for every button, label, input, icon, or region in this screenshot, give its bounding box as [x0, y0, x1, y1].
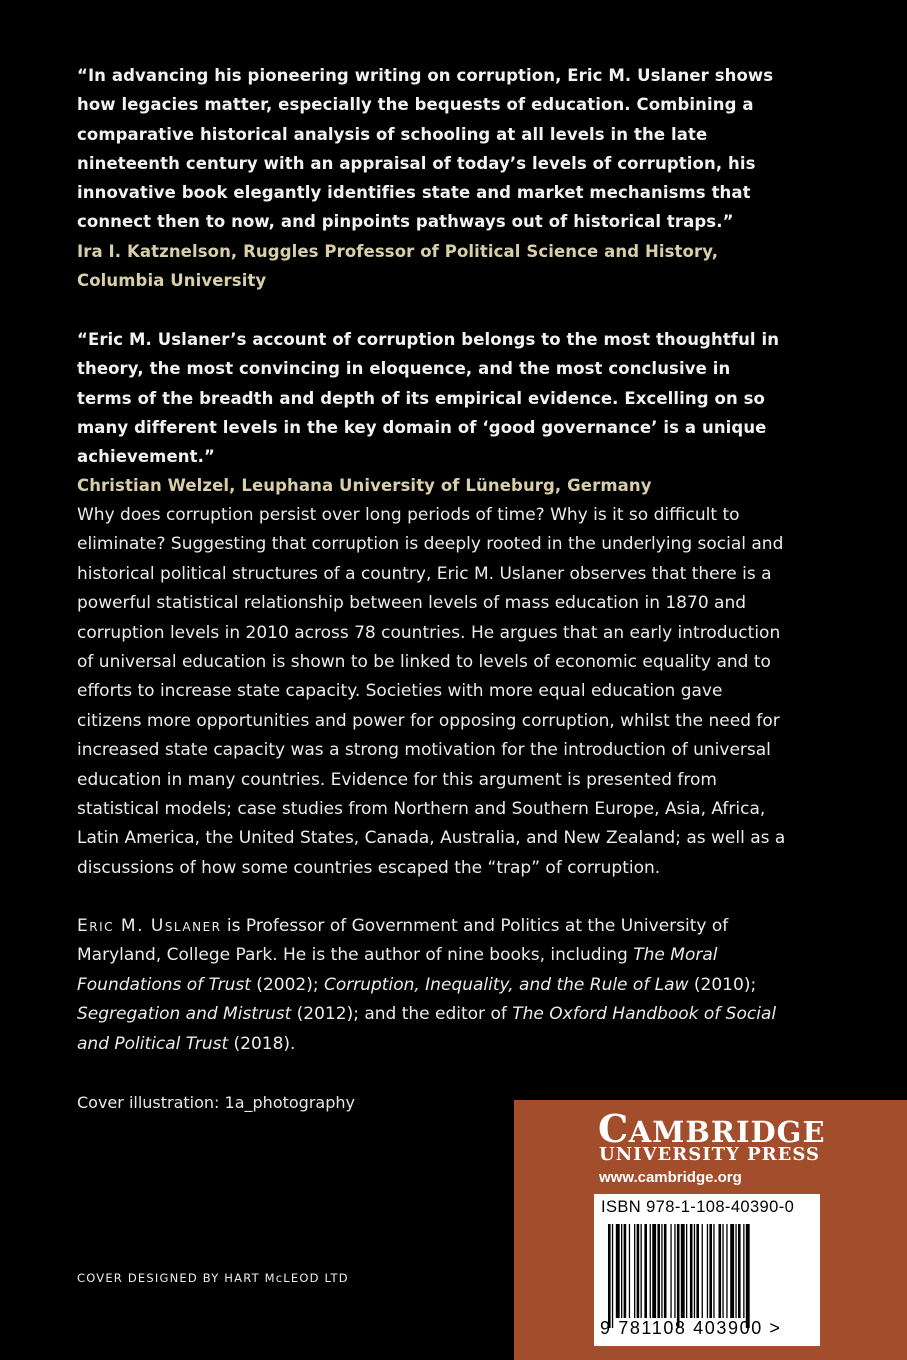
barcode-bar — [634, 1224, 635, 1318]
book-description: Why does corruption persist over long periods of time? Why is it so difficult to eliminate? Suggesting that corruption is deeply rooted in the underlying social and historical political structures of a country, Eric M. Uslaner observes that there is a powerful statistical relationship between levels of mass education in 1870 and corruption levels in 2010 across 78 countries. He argues that an early introduction of universal education is shown to be linked to levels of economic equality and to efforts to increase state capacity. Societies with more equal education gave citizens more opportunities and power for opposing corruption, whilst the need for increased state capacity was a strong motivation for the introduction of universal education in many countries. Evidence for this argument is presented from statistical models; case studies from Northern and Southern Europe, Asia, Africa, Latin America, the United States, Canada, Australia, and New Zealand; as well as a discussions of how some countries escaped the “trap” of corruption. — [77, 505, 786, 878]
isbn-label: ISBN 978-1-108-40390-0 — [601, 1198, 795, 1216]
barcode-bar — [612, 1224, 613, 1328]
barcode-bar — [746, 1224, 750, 1328]
barcode-bar — [624, 1224, 627, 1318]
isbn-digits: 9 781108 403900 > — [600, 1318, 782, 1338]
publisher-url[interactable]: www.cambridge.org — [599, 1169, 742, 1186]
barcode-bar — [743, 1224, 744, 1318]
barcode-bar — [738, 1224, 741, 1318]
blurb-katznelson — [77, 61, 787, 295]
barcode-bar — [608, 1224, 611, 1328]
barcode-bar — [652, 1224, 656, 1318]
publisher-panel — [514, 1100, 907, 1360]
barcode-bar — [677, 1224, 680, 1328]
isbn-barcode — [594, 1194, 820, 1346]
book-title: Segregation and Mistrust — [77, 1004, 292, 1025]
barcode-bar — [713, 1224, 714, 1318]
bio-text: (2002); — [250, 974, 324, 995]
bio-text: (2010); — [688, 974, 757, 995]
author-name: Eric M. Uslaner — [77, 916, 222, 936]
cover-design-credit: COVER DESIGNED BY HART McLEOD LTD — [77, 1271, 349, 1285]
book-title: Corruption, Inequality, and the Rule of Law — [323, 974, 689, 995]
barcode-bar — [616, 1224, 620, 1318]
barcode-bar — [674, 1224, 675, 1318]
barcode-bar — [637, 1224, 640, 1318]
barcode-bar — [664, 1224, 667, 1318]
bio-text: (2012); and the editor of — [291, 1004, 513, 1025]
publisher-press: UNIVERSITY PRESS — [599, 1144, 820, 1165]
barcode-bar — [641, 1224, 642, 1318]
barcode-bar — [690, 1224, 693, 1318]
blurb-welzel — [77, 325, 787, 501]
blurb-quote: “Eric M. Uslaner’s account of corruption belongs to the most thoughtful in theory, the most convincing in eloquence, and the most conclusive in terms of the breadth and depth of its empirical evidence. Excelling on so many different levels in the key domain of ‘good governance’ is a unique achievement.” — [77, 330, 780, 467]
book-title: The Oxford Handbook of Social and Political Trust — [77, 1004, 777, 1054]
barcode-bar — [681, 1224, 685, 1318]
barcode-bar — [709, 1224, 712, 1318]
barcode-bar — [735, 1224, 736, 1318]
barcode-bar — [719, 1224, 722, 1318]
blurb-quote: “In advancing his pioneering writing on corruption, Eric M. Uslaner shows how legacies matter, especially the bequests of education. Combining a comparative historical analysis of schooling at all levels in the late nineteenth century with an appraisal of today’s levels of corruption, his innovative book elegantly identifies state and market mechanisms that connect then to now, and pinpoints pathways out of historical traps.” — [77, 66, 774, 232]
barcode-bar — [702, 1224, 703, 1318]
bio-text: is Professor of Government and Politics at the University of Maryland, College Park. He is the author of nine books, including — [77, 916, 729, 966]
barcode-bar — [629, 1224, 630, 1318]
barcode-bar — [696, 1224, 699, 1318]
barcode-bar — [657, 1224, 660, 1318]
barcode-bar — [650, 1224, 651, 1318]
author-bio — [77, 912, 787, 1059]
barcode-bar — [707, 1224, 708, 1318]
publisher-name-cap: C — [598, 1106, 629, 1151]
book-title: The Moral Foundations of Trust — [77, 945, 718, 995]
barcode-bar — [722, 1224, 723, 1318]
barcode-bar — [644, 1224, 647, 1318]
publisher-name-rest: AMBRIDGE — [628, 1115, 826, 1149]
barcode-bar — [730, 1224, 734, 1318]
bio-text: (2018). — [228, 1033, 296, 1054]
barcode-bar — [670, 1224, 671, 1318]
barcode-bar — [661, 1224, 662, 1318]
barcode-bar — [686, 1224, 687, 1318]
barcode-bar — [621, 1224, 622, 1318]
cover-illustration-credit: Cover illustration: 1a_photography — [77, 1093, 355, 1112]
barcode-bar — [726, 1224, 727, 1318]
blurb-attribution: Christian Welzel, Leuphana University of Lüneburg, Germany — [77, 476, 652, 496]
barcode-bar — [694, 1224, 695, 1318]
blurb-attribution: Ira I. Katznelson, Ruggles Professor of Political Science and History, Columbia University — [77, 241, 719, 291]
